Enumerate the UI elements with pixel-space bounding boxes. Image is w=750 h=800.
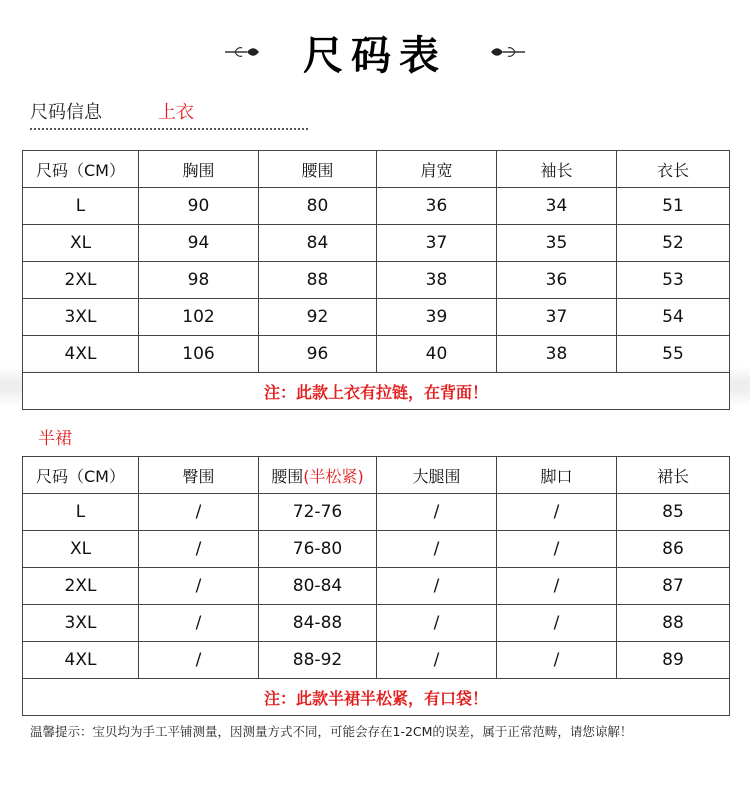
size-info-label: 尺码信息 [30,102,102,123]
page-title: 尺码表 [303,32,447,79]
top-size-table [22,150,730,410]
value-cell: 102 [139,299,259,336]
value-cell: / [139,642,259,679]
value-cell: 40 [377,336,497,373]
value-cell: / [377,605,497,642]
value-cell: 88 [617,605,730,642]
value-cell: 80-84 [259,568,377,605]
value-cell: 36 [377,188,497,225]
value-cell: / [139,531,259,568]
table-header-row [23,457,730,494]
header-cell: 腰围 [259,151,377,188]
top-category-label: 上衣 [158,102,194,123]
header-cell: 大腿围 [377,457,497,494]
size-cell: 4XL [23,642,139,679]
value-cell: 38 [497,336,617,373]
size-cell: 3XL [23,605,139,642]
top-note: 注：此款上衣有拉链，在背面！ [23,373,730,410]
dotted-divider [30,128,308,130]
size-cell: XL [23,225,139,262]
value-cell: 34 [497,188,617,225]
footer-tip: 温馨提示：宝贝均为手工平铺测量，因测量方式不同，可能会存在1-2CM的误差，属于正常范畴，请您谅解！ [30,724,633,739]
table-row [23,299,730,336]
value-cell: / [377,494,497,531]
header-cell: 尺码（CM） [23,151,139,188]
value-cell: 35 [497,225,617,262]
skirt-size-table [22,456,730,716]
size-cell: XL [23,531,139,568]
left-ornament-icon [223,42,263,62]
value-cell: / [497,494,617,531]
value-cell: 37 [377,225,497,262]
table-row [23,188,730,225]
size-cell: L [23,188,139,225]
value-cell: 87 [617,568,730,605]
header-cell: 肩宽 [377,151,497,188]
size-cell: L [23,494,139,531]
waist-header-label: 腰围 [271,466,304,486]
value-cell: / [377,568,497,605]
value-cell: 54 [617,299,730,336]
table-row [23,336,730,373]
note-row [23,373,730,410]
skirt-note: 注：此款半裙半松紧，有口袋！ [23,679,730,716]
size-cell: 3XL [23,299,139,336]
table-header-row [23,151,730,188]
value-cell: 98 [139,262,259,299]
value-cell: 72-76 [259,494,377,531]
size-cell: 2XL [23,262,139,299]
header-cell: 臀围 [139,457,259,494]
elastic-note: (半松紧) [303,466,364,486]
value-cell: 106 [139,336,259,373]
value-cell: 92 [259,299,377,336]
skirt-category-label: 半裙 [38,429,72,449]
size-cell: 4XL [23,336,139,373]
value-cell: 96 [259,336,377,373]
value-cell: / [139,494,259,531]
value-cell: / [377,642,497,679]
table-row [23,531,730,568]
value-cell: 53 [617,262,730,299]
table-row [23,605,730,642]
value-cell: 85 [617,494,730,531]
header-cell: 尺码（CM） [23,457,139,494]
value-cell: 89 [617,642,730,679]
value-cell: 52 [617,225,730,262]
value-cell: 38 [377,262,497,299]
header-cell: 裙长 [617,457,730,494]
value-cell: 39 [377,299,497,336]
value-cell: 55 [617,336,730,373]
table-row [23,262,730,299]
value-cell: 86 [617,531,730,568]
size-cell: 2XL [23,568,139,605]
title-bar [0,22,750,82]
value-cell: / [497,531,617,568]
value-cell: 84-88 [259,605,377,642]
value-cell: 84 [259,225,377,262]
header-cell: 胸围 [139,151,259,188]
table-row [23,494,730,531]
top-section-header [30,96,194,126]
table-row [23,225,730,262]
value-cell: 88-92 [259,642,377,679]
right-ornament-icon [487,42,527,62]
header-cell [259,457,377,494]
table-row [23,642,730,679]
value-cell: 36 [497,262,617,299]
value-cell: 51 [617,188,730,225]
value-cell: 88 [259,262,377,299]
value-cell: 37 [497,299,617,336]
value-cell: / [497,642,617,679]
value-cell: / [139,568,259,605]
value-cell: / [377,531,497,568]
value-cell: / [497,568,617,605]
value-cell: 94 [139,225,259,262]
value-cell: / [139,605,259,642]
value-cell: 76-80 [259,531,377,568]
header-cell: 脚口 [497,457,617,494]
note-row [23,679,730,716]
value-cell: 90 [139,188,259,225]
header-cell: 衣长 [617,151,730,188]
table-row [23,568,730,605]
value-cell: / [497,605,617,642]
value-cell: 80 [259,188,377,225]
header-cell: 袖长 [497,151,617,188]
